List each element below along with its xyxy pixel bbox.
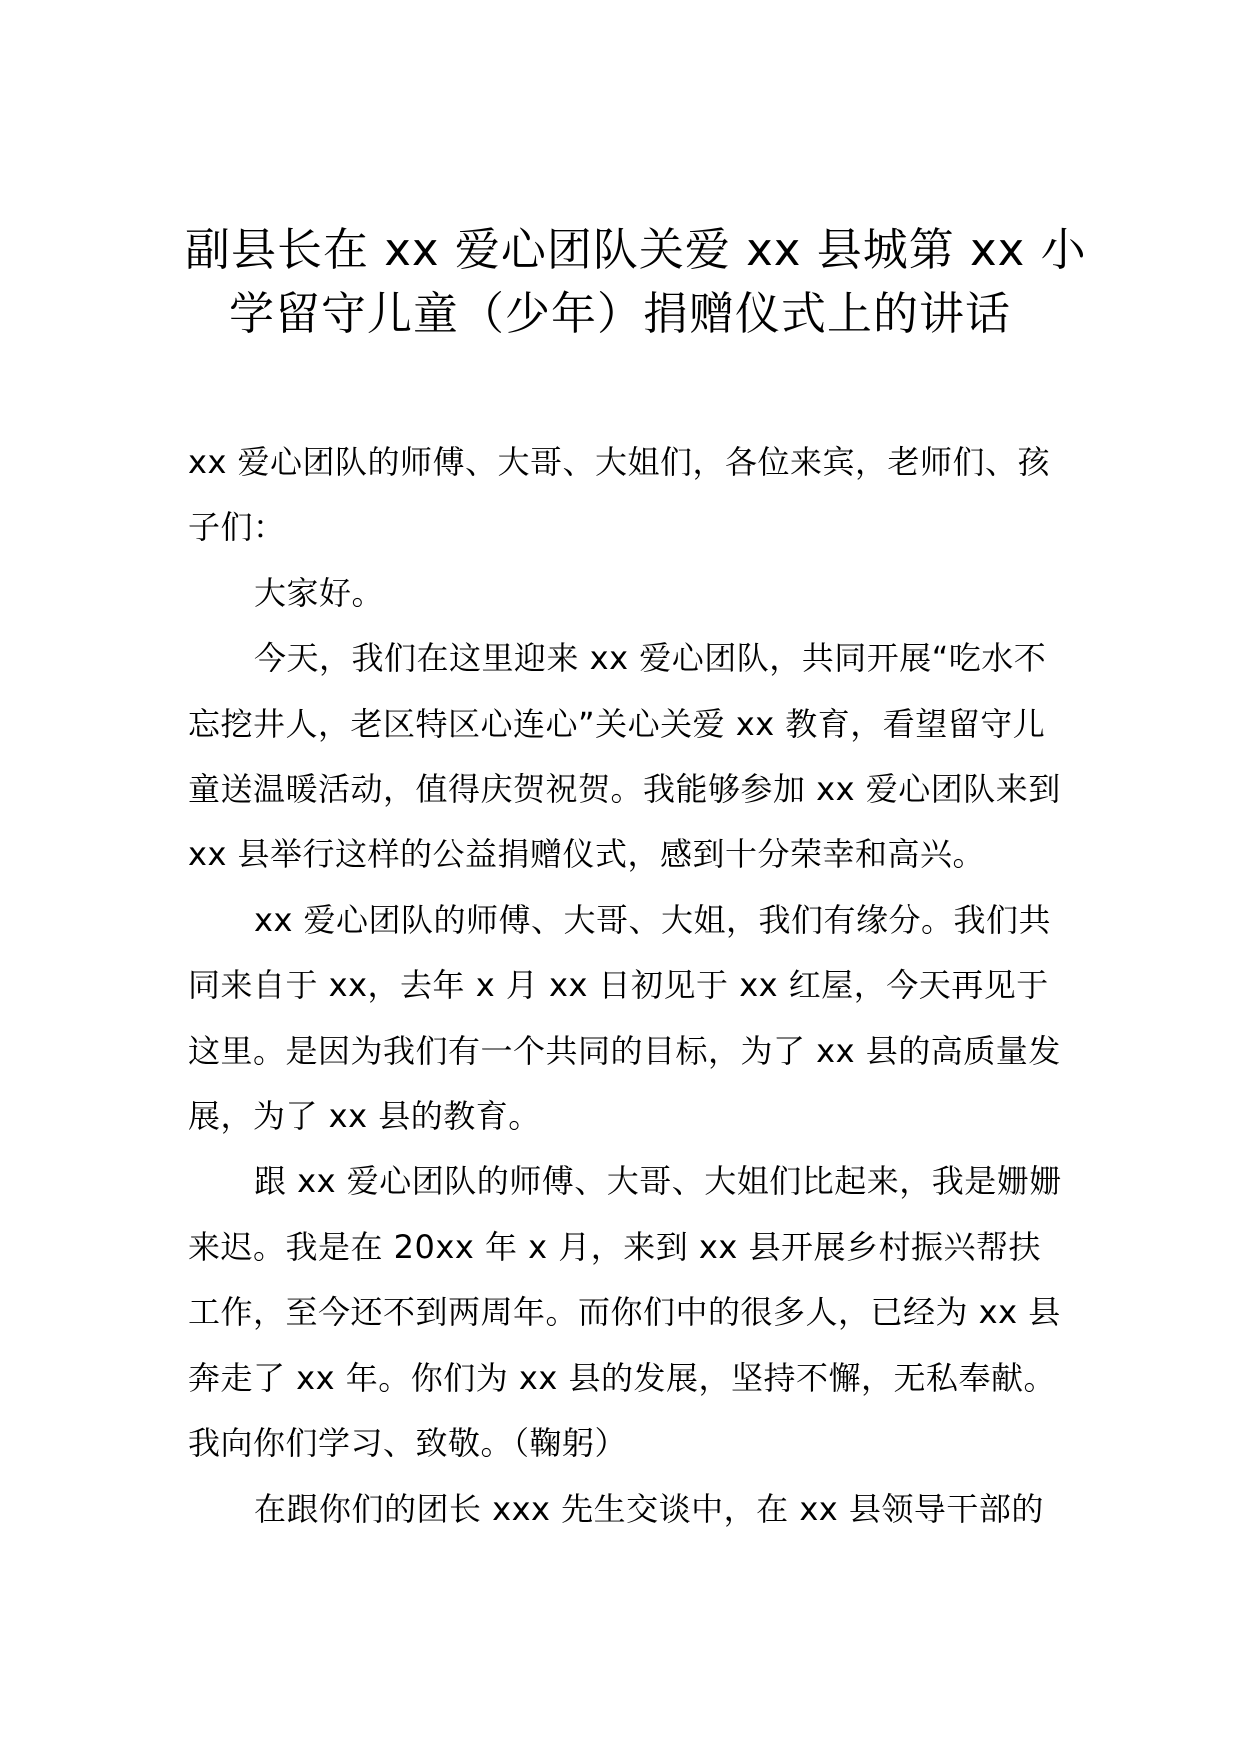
paragraph-1: 今天，我们在这里迎来 xx 爱心团队，共同开展“吃水不忘挖井人，老区特区心连心”关心关爱 xx 教育，看望留守儿童送温暖活动，值得庆贺祝贺。我能够参加 xx 爱心团队来到 xx 县举行这样的公益捐赠仪式，感到十分荣幸和高兴。 <box>188 639 1061 874</box>
document-body <box>188 430 1068 1542</box>
paragraph-2: xx 爱心团队的师傅、大哥、大姐，我们有缘分。我们共同来自于 xx，去年 x 月 xx 日初见于 xx 红屋，今天再见于这里。是因为我们有一个共同的目标，为了 xx 县的高质量发展，为了 xx 县的教育。 <box>188 900 1061 1136</box>
document-title <box>185 218 1087 346</box>
title-line-2: 学留守儿童（少年）捐赠仪式上的讲话 <box>228 287 1011 340</box>
paragraph-3: 跟 xx 爱心团队的师傅、大哥、大姐们比起来，我是姗姗来迟。我是在 20xx 年 x 月，来到 xx 县开展乡村振兴帮扶工作，至今还不到两周年。而你们中的很多人，已经为 xx 县奔走了 xx 年。你们为 xx 县的发展，坚持不懈，无私奉献。我向你们学习、致敬。（鞠躬） <box>188 1162 1062 1463</box>
title-line-1: 副县长在 xx 爱心团队关爱 xx 县城第 xx 小 <box>185 223 1087 276</box>
paragraph-4: 在跟你们的团长 xxx 先生交谈中，在 xx 县领导干部的 <box>254 1489 1044 1528</box>
paragraph-greeting: 大家好。 <box>254 573 385 612</box>
salutation: xx 爱心团队的师傅、大哥、大姐们，各位来宾，老师们、孩子们： <box>188 443 1051 547</box>
